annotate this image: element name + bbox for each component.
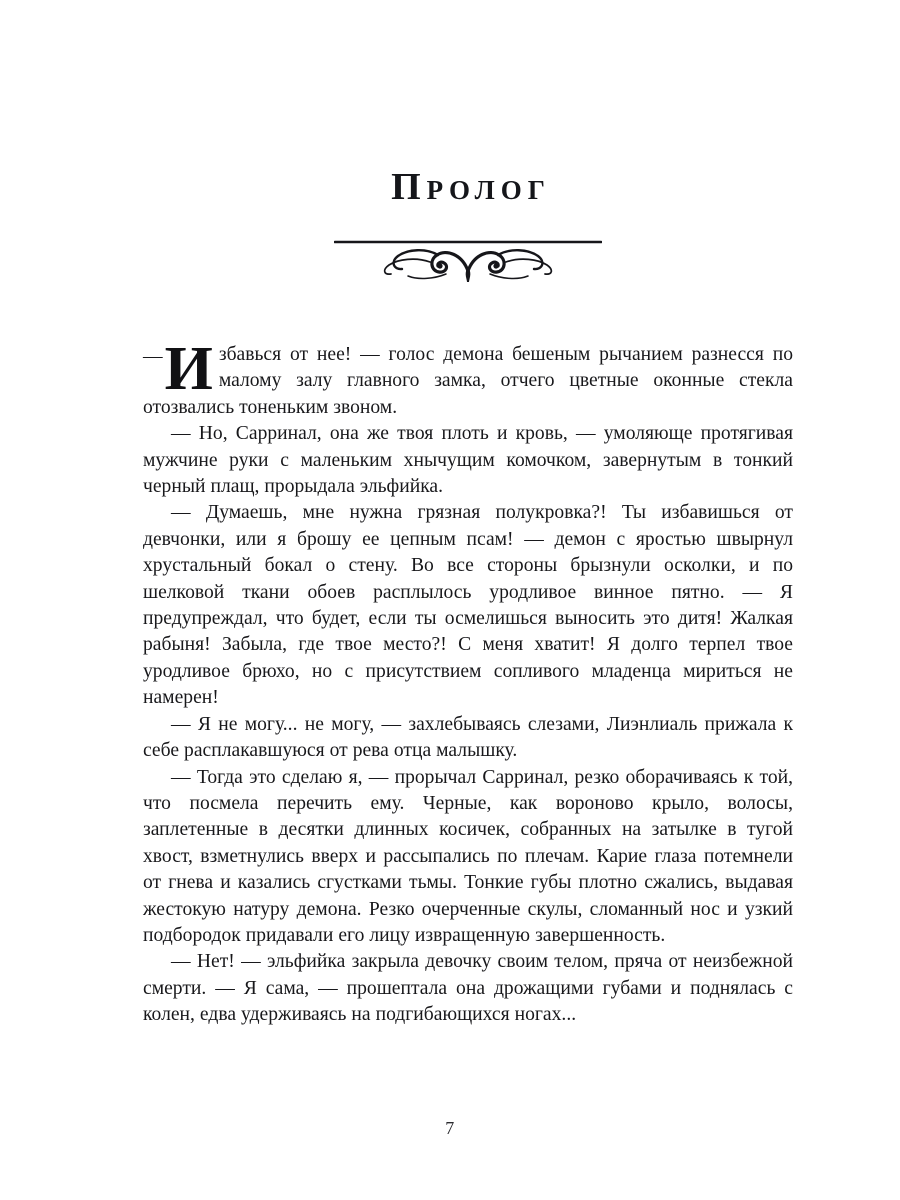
em-dash: — (143, 346, 163, 367)
dropcap-group (143, 335, 213, 403)
chapter-header (143, 168, 793, 208)
filigree-flourish-divider-icon (143, 238, 793, 286)
drop-cap-letter: И (164, 335, 213, 403)
paragraph-1 (143, 335, 793, 421)
paragraph-6: — Нет! — эльфийка закрыла девочку своим телом, пряча от неизбежной смерти. — Я сама, — прошептала она дрожащими губами и поднялась с колен, едва удерживаясь на подгибающихся ногах... (143, 951, 793, 1026)
chapter-body (143, 335, 793, 1029)
paragraph-text: збавься от нее! — голос демона бешеным рычанием разнесся по малому залу главного замка, отчего цветные оконные стекла отозвались тоненьким звоном. (143, 344, 793, 418)
paragraph-4: — Я не могу... не могу, — захлебываясь слезами, Лиэнлиаль прижала к себе расплакавшуюся от рева отца малышку. (143, 713, 793, 762)
page-number: 7 (445, 1118, 455, 1138)
paragraph-3: — Думаешь, мне нужна грязная полукровка?! Ты избавишься от девчонки, или я брошу ее цепным псам! — демон с яростью швырнул хрустальный бокал о стену. Во все стороны брызнули осколки, и по шелковой ткани обоев расплылось уродливое винное пятно. — Я предупреждал, что будет, если ты осмелишься выносить это дитя! Жалкая рабыня! Забыла, где твое место?! С меня хватит! Я долго терпел твое уродливое брюхо, но с присутствием сопливого младенца мириться не намерен! (143, 502, 793, 709)
paragraph-2: — Но, Сарринал, она же твоя плоть и кровь, — умоляюще протягивая мужчине руки с маленьким хнычущим комочком, завернутым в тонкий черный плащ, прорыдала эльфийка. (143, 423, 793, 498)
page-title: Пролог (391, 166, 551, 208)
paragraph-5: — Тогда это сделаю я, — прорычал Сарринал, резко оборачиваясь к той, что посмела перечить ему. Черные, как вороново крыло, волосы, заплетенные в десятки длинных косичек, собранных на затылке в тугой хвост, взметнулись вверх и рассыпались по плечам. Карие глаза потемнели от гнева и казались сгустками тьмы. Тонкие губы плотно сжались, выдавая жестокую натуру демона. Резко очерченные скулы, сломанный нос и узкий подбородок придавали его лицу извращенную завершенность. (143, 766, 793, 946)
